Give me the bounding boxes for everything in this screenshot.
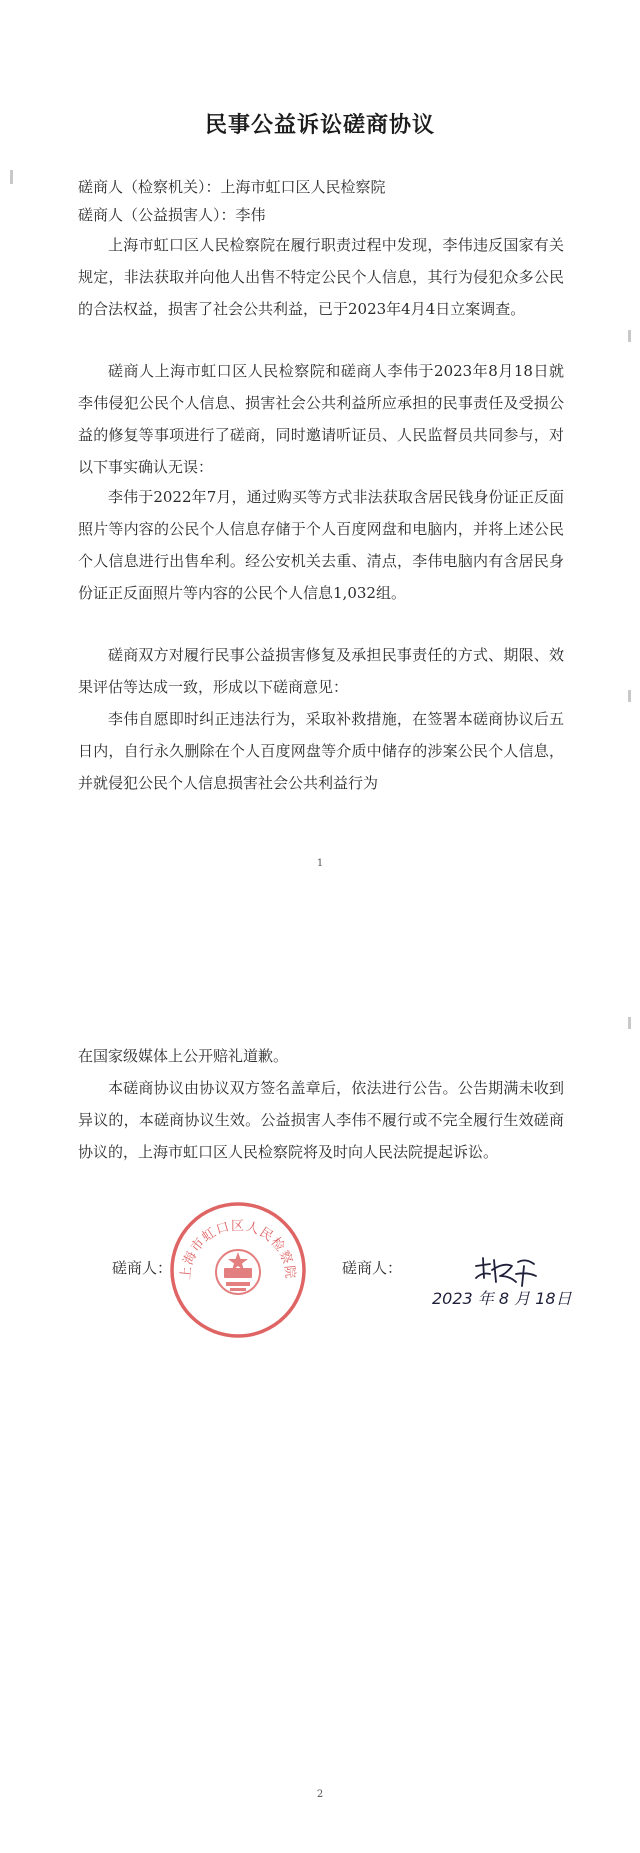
paragraph-consultation: 磋商人上海市虹口区人民检察院和磋商人李伟于2023年8月18日就李伟侵犯公民个人信息、损害社会公共利益所应承担的民事责任及受损公益的修复等事项进行了磋商，同时邀请听证员、人民监督员共同参与，对以下事实确认无误： bbox=[78, 362, 564, 476]
paragraph-remedy: 李伟自愿即时纠正违法行为，采取补救措施，在签署本磋商协议后五日内，自行永久删除在个人百度网盘等介质中储存的涉案公民个人信息，并就侵犯公民个人信息损害社会公共利益行为 bbox=[78, 710, 564, 792]
signatory-label-procuratorate: 磋商人： bbox=[112, 1259, 173, 1277]
party-infringer: 磋商人（公益损害人）：李伟 bbox=[78, 206, 266, 224]
signatory-label-infringer: 磋商人： bbox=[342, 1259, 403, 1277]
paragraph-background: 上海市虹口区人民检察院在履行职责过程中发现，李伟违反国家有关规定，非法获取并向他人出售不特定公民个人信息，其行为侵犯众多公民的合法权益，损害了社会公共利益，已于2023年4月4日立案调查。 bbox=[78, 236, 564, 318]
national-emblem-icon bbox=[216, 1250, 260, 1294]
paragraph-apology: 在国家级媒体上公开赔礼道歉。 bbox=[78, 1047, 289, 1065]
page-number: 1 bbox=[316, 858, 324, 869]
paragraph-effectiveness: 本磋商协议由协议双方签名盖章后，依法进行公告。公告期满未收到异议的，本磋商协议生效。公益损害人李伟不履行或不完全履行生效磋商协议的，上海市虹口区人民检察院将及时向人民法院提起诉讼。 bbox=[78, 1079, 564, 1161]
paragraph-agreement-intro: 磋商双方对履行民事公益损害修复及承担民事责任的方式、期限、效果评估等达成一致，形成以下磋商意见： bbox=[78, 646, 564, 696]
scan-edge-mark bbox=[10, 170, 13, 184]
scan-edge-mark bbox=[628, 330, 631, 342]
scan-edge-mark bbox=[628, 690, 631, 702]
official-seal-icon bbox=[168, 1200, 308, 1340]
signing-date: 2023 年 8 月 18日 bbox=[432, 1289, 572, 1308]
paragraph-facts: 李伟于2022年7月，通过购买等方式非法获取含居民钱身份证正反面照片等内容的公民个人信息存储于个人百度网盘和电脑内，并将上述公民个人信息进行出售牟利。经公安机关去重、清点，李伟电脑内有含居民身份证正反面照片等内容的公民个人信息1,032组。 bbox=[78, 488, 564, 602]
scan-edge-mark bbox=[628, 1017, 631, 1029]
party-procuratorate: 磋商人（检察机关）：上海市虹口区人民检察院 bbox=[78, 178, 386, 196]
page-number: 2 bbox=[316, 1789, 324, 1800]
document-title: 民事公益诉讼磋商协议 bbox=[204, 112, 435, 138]
seal-text: 上海市虹口区人民检察院 bbox=[178, 1219, 298, 1281]
